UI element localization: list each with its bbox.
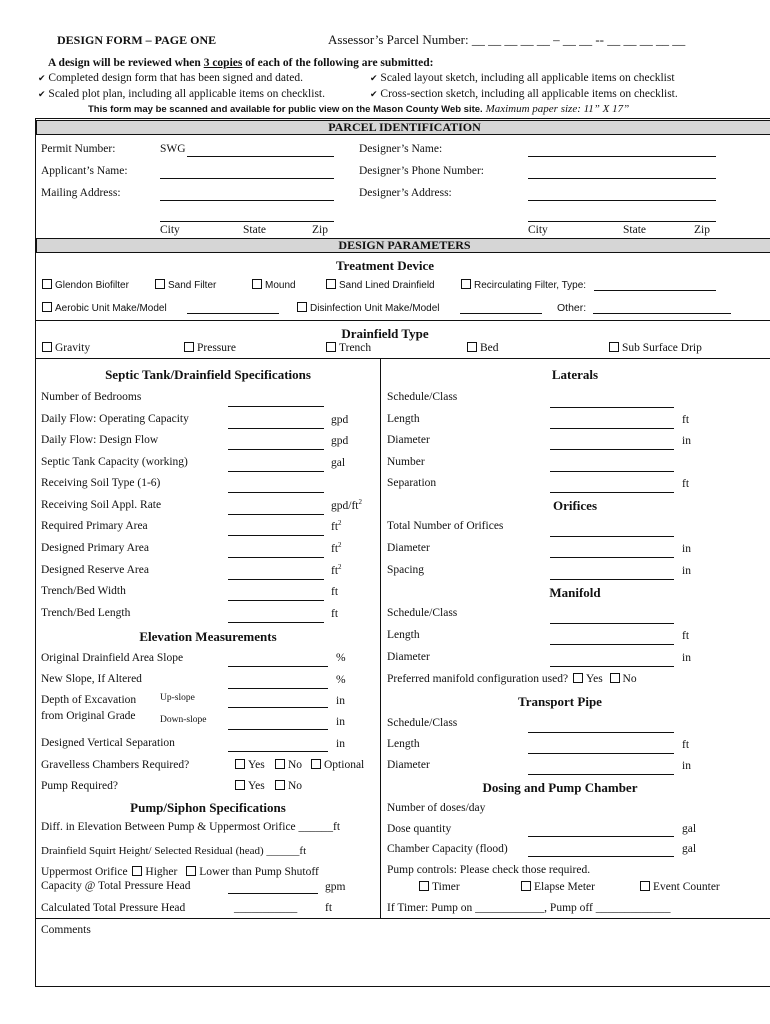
- applicant-name-label: Applicant’s Name:: [41, 165, 128, 177]
- vertical-separation-field[interactable]: [228, 751, 328, 752]
- uppermost-orifice-row: Uppermost Orifice Higher Lower than Pump Shutoff: [41, 866, 319, 878]
- checkbox-icon[interactable]: [461, 279, 471, 289]
- pump-required-no[interactable]: No: [275, 780, 302, 792]
- checkbox-icon[interactable]: [297, 302, 307, 312]
- divider: [36, 358, 770, 359]
- calc-head-unit: ft: [325, 902, 333, 914]
- manifold-diameter-field[interactable]: [550, 666, 674, 667]
- permit-number-label: Permit Number:: [41, 143, 116, 155]
- checkbox-icon[interactable]: [467, 342, 477, 352]
- daily-operating-field[interactable]: [228, 428, 324, 429]
- glendon-biofilter-option[interactable]: Glendon Biofilter: [42, 279, 129, 291]
- laterals-separation-field[interactable]: [550, 492, 674, 493]
- tank-capacity-label: Septic Tank Capacity (working): [41, 456, 188, 468]
- checkbox-icon[interactable]: [235, 780, 245, 790]
- required-primary-field[interactable]: [228, 535, 324, 536]
- transport-schedule-field[interactable]: [528, 732, 674, 733]
- gravelless-optional[interactable]: Optional: [311, 759, 364, 771]
- manifold-title: Manifold: [549, 585, 601, 600]
- soil-type-field[interactable]: [228, 492, 324, 493]
- applicant-zip-label: Zip: [312, 224, 328, 236]
- designer-name-label: Designer’s Name:: [359, 143, 443, 155]
- tank-capacity-unit: gal: [331, 457, 346, 469]
- manifold-diameter-label: Diameter: [387, 651, 430, 663]
- gravity-option[interactable]: Gravity: [42, 342, 90, 354]
- transport-length-field[interactable]: [528, 753, 674, 754]
- mound-option[interactable]: Mound: [252, 279, 296, 291]
- applicant-state-label: State: [243, 224, 266, 236]
- checkbox-icon[interactable]: [326, 279, 336, 289]
- checkbox-icon[interactable]: [155, 279, 165, 289]
- designed-reserve-label: Designed Reserve Area: [41, 564, 149, 576]
- orifices-spacing-unit: in: [682, 565, 691, 577]
- designer-phone-field[interactable]: [528, 178, 716, 179]
- recirculating-type-field[interactable]: [594, 290, 716, 291]
- trench-length-field[interactable]: [228, 622, 324, 623]
- soil-rate-field[interactable]: [228, 514, 324, 515]
- checkbox-icon[interactable]: [42, 302, 52, 312]
- trench-length-unit: ft: [331, 608, 339, 620]
- recirculating-filter-option[interactable]: Recirculating Filter, Type:: [461, 279, 586, 291]
- checkbox-icon[interactable]: [252, 279, 262, 289]
- elapse-meter-option[interactable]: Elapse Meter: [521, 881, 595, 893]
- disinfection-make-model-field[interactable]: [460, 313, 542, 314]
- manifold-diameter-unit: in: [682, 652, 691, 664]
- laterals-number-label: Number: [387, 456, 425, 468]
- laterals-schedule-label: Schedule/Class: [387, 391, 458, 403]
- trench-width-field[interactable]: [228, 600, 324, 601]
- parcel-number-label[interactable]: Assessor’s Parcel Number: __ __ __ __ __ – __ __ -- __ __ __ __ __: [328, 32, 686, 47]
- checkbox-icon[interactable]: [640, 881, 650, 891]
- trench-option[interactable]: Trench: [326, 342, 371, 354]
- orifices-diameter-unit: in: [682, 543, 691, 555]
- mailing-address-label: Mailing Address:: [41, 187, 121, 199]
- daily-operating-label: Daily Flow: Operating Capacity: [41, 413, 189, 425]
- dose-quantity-unit: gal: [682, 823, 697, 835]
- manifold-schedule-field[interactable]: [550, 623, 674, 624]
- requirement-1: ✔ Completed design form that has been signed and dated.: [38, 72, 303, 84]
- gravelless-label: Gravelless Chambers Required?: [41, 759, 190, 771]
- permit-number-field[interactable]: SWG: [160, 143, 186, 155]
- new-slope-field[interactable]: [228, 688, 328, 689]
- checkbox-icon[interactable]: [42, 279, 52, 289]
- manifold-length-label: Length: [387, 629, 420, 641]
- required-primary-label: Required Primary Area: [41, 520, 148, 532]
- total-orifices-field[interactable]: [550, 536, 674, 537]
- checkbox-icon[interactable]: [132, 866, 142, 876]
- capacity-label: Capacity @ Total Pressure Head: [41, 880, 191, 892]
- requirement-4: ✔ Cross-section sketch, including all applicable items on checklist.: [370, 88, 678, 100]
- laterals-diameter-unit: in: [682, 435, 691, 447]
- drainfield-type-title: Drainfield Type: [341, 326, 429, 341]
- pressure-option[interactable]: Pressure: [184, 342, 236, 354]
- original-slope-label: Original Drainfield Area Slope: [41, 652, 184, 664]
- designed-primary-unit: $ft^2$: [331, 541, 342, 555]
- pump-siphon-title: Pump/Siphon Specifications: [130, 800, 286, 815]
- transport-diameter-field[interactable]: [528, 774, 674, 775]
- transport-diameter-label: Diameter: [387, 759, 430, 771]
- checkbox-icon[interactable]: [573, 673, 583, 683]
- pump-controls-label: Pump controls: Please check those required.: [387, 864, 591, 876]
- comments-label: Comments: [41, 924, 91, 936]
- chamber-capacity-field[interactable]: [528, 856, 674, 857]
- soil-rate-unit: gpd/$ft^2$: [331, 498, 362, 512]
- comments-area[interactable]: [37, 940, 767, 982]
- diff-elevation-field[interactable]: Diff. in Elevation Between Pump & Uppermost Orifice ______ft: [41, 821, 341, 833]
- elevation-title: Elevation Measurements: [139, 629, 277, 644]
- tank-capacity-field[interactable]: [228, 471, 324, 472]
- capacity-unit: gpm: [325, 881, 346, 893]
- total-orifices-label: Total Number of Orifices: [387, 520, 504, 532]
- sub-surface-drip-option[interactable]: Sub Surface Drip: [609, 342, 702, 354]
- checkbox-icon[interactable]: [521, 881, 531, 891]
- capacity-field[interactable]: [228, 893, 318, 894]
- mailing-address-field[interactable]: [160, 200, 334, 201]
- laterals-schedule-field[interactable]: [550, 407, 674, 408]
- laterals-diameter-label: Diameter: [387, 434, 430, 446]
- designer-name-field[interactable]: [528, 156, 716, 157]
- transport-pipe-title: Transport Pipe: [518, 694, 602, 709]
- designed-primary-label: Designed Primary Area: [41, 542, 149, 554]
- divider: [36, 320, 770, 321]
- form-title: DESIGN FORM – PAGE ONE: [57, 33, 217, 47]
- laterals-length-label: Length: [387, 413, 420, 425]
- divider: [36, 918, 770, 919]
- orifices-diameter-field[interactable]: [550, 557, 674, 558]
- designer-address-field-2[interactable]: [528, 221, 716, 222]
- dose-quantity-label: Dose quantity: [387, 823, 452, 835]
- checkbox-icon[interactable]: [275, 759, 285, 769]
- transport-diameter-unit: in: [682, 760, 691, 772]
- calc-head-field[interactable]: ___________: [234, 902, 298, 914]
- laterals-length-field[interactable]: [550, 428, 674, 429]
- aerobic-unit-option[interactable]: Aerobic Unit Make/Model: [42, 302, 167, 314]
- checkbox-icon[interactable]: [275, 780, 285, 790]
- pump-required-yes[interactable]: Yes: [235, 780, 265, 792]
- sand-filter-option[interactable]: Sand Filter: [155, 279, 216, 291]
- laterals-separation-label: Separation: [387, 477, 437, 489]
- checkbox-icon[interactable]: [311, 759, 321, 769]
- trench-width-label: Trench/Bed Width: [41, 585, 126, 597]
- check-icon: ✔: [38, 73, 46, 83]
- chamber-capacity-label: Chamber Capacity (flood): [387, 843, 508, 855]
- checkbox-icon[interactable]: [42, 342, 52, 352]
- event-counter-option[interactable]: Event Counter: [640, 881, 720, 893]
- vertical-separation-label: Designed Vertical Separation: [41, 737, 175, 749]
- disinfection-unit-option[interactable]: Disinfection Unit Make/Model: [297, 302, 440, 314]
- trench-length-label: Trench/Bed Length: [41, 607, 131, 619]
- orifices-spacing-field[interactable]: [550, 579, 674, 580]
- treatment-device-title: Treatment Device: [335, 258, 435, 273]
- sand-lined-drainfield-option[interactable]: Sand Lined Drainfield: [326, 279, 435, 291]
- downslope-field[interactable]: [228, 729, 328, 730]
- gravelless-no[interactable]: No: [275, 759, 302, 771]
- laterals-length-unit: ft: [682, 414, 690, 426]
- parcel-identification-band: PARCEL IDENTIFICATION: [36, 120, 770, 135]
- permit-number-line[interactable]: [187, 156, 334, 157]
- required-primary-unit: $ft^2$: [331, 519, 342, 533]
- designed-reserve-field[interactable]: [228, 579, 324, 580]
- soil-type-label: Receiving Soil Type (1-6): [41, 477, 161, 489]
- chamber-capacity-unit: gal: [682, 843, 697, 855]
- daily-operating-unit: gpd: [331, 414, 349, 426]
- daily-design-label: Daily Flow: Design Flow: [41, 434, 159, 446]
- public-note: This form may be scanned and available for public view on the Mason County Web site. Maximum paper size: 11” X 17”: [88, 103, 630, 115]
- other-label: Other:: [557, 302, 587, 314]
- checkbox-icon[interactable]: [609, 342, 619, 352]
- laterals-title: Laterals: [551, 367, 599, 382]
- manifold-length-unit: ft: [682, 630, 690, 642]
- calc-head-label: Calculated Total Pressure Head: [41, 902, 186, 914]
- transport-length-unit: ft: [682, 739, 690, 751]
- designed-primary-field[interactable]: [228, 557, 324, 558]
- design-parameters-band: DESIGN PARAMETERS: [36, 238, 770, 253]
- laterals-separation-unit: ft: [682, 478, 690, 490]
- designer-phone-label: Designer’s Phone Number:: [359, 165, 484, 177]
- timer-option[interactable]: Timer: [419, 881, 460, 893]
- laterals-number-field[interactable]: [550, 471, 674, 472]
- designer-address-field[interactable]: [528, 200, 716, 201]
- trench-width-unit: ft: [331, 586, 339, 598]
- depth-excavation-label: Depth of Excavation: [41, 694, 137, 706]
- timer-settings-field[interactable]: If Timer: Pump on ____________, Pump off _____________: [387, 902, 671, 914]
- checkbox-icon[interactable]: [235, 759, 245, 769]
- check-icon: ✔: [370, 89, 378, 99]
- checkbox-icon[interactable]: [326, 342, 336, 352]
- column-divider: [380, 359, 381, 919]
- new-slope-unit: %: [336, 674, 346, 686]
- doses-label: Number of doses/day: [387, 802, 486, 814]
- transport-length-label: Length: [387, 738, 420, 750]
- bedrooms-label: Number of Bedrooms: [41, 391, 142, 403]
- checkbox-icon[interactable]: [184, 342, 194, 352]
- septic-specs-title: Septic Tank/Drainfield Specifications: [105, 367, 311, 382]
- designed-reserve-unit: $ft^2$: [331, 563, 342, 577]
- vertical-separation-unit: in: [336, 738, 345, 750]
- checkbox-icon[interactable]: [419, 881, 429, 891]
- pump-required-label: Pump Required?: [41, 780, 118, 792]
- daily-design-field[interactable]: [228, 449, 324, 450]
- daily-design-unit: gpd: [331, 435, 349, 447]
- applicant-city-label: City: [160, 224, 180, 236]
- aerobic-make-model-field[interactable]: [187, 313, 279, 314]
- checkbox-icon[interactable]: [610, 673, 620, 683]
- from-original-grade-label: from Original Grade: [41, 710, 136, 722]
- bed-option[interactable]: Bed: [467, 342, 499, 354]
- designer-address-label: Designer’s Address:: [359, 187, 452, 199]
- soil-rate-label: Receiving Soil Appl. Rate: [41, 499, 162, 511]
- requirement-3: ✔ Scaled plot plan, including all applicable items on checklist.: [38, 88, 325, 100]
- other-field[interactable]: [593, 313, 731, 314]
- upslope-label: Up-slope: [160, 693, 195, 703]
- check-icon: ✔: [38, 89, 46, 99]
- original-slope-unit: %: [336, 652, 346, 664]
- designer-zip-label: Zip: [694, 224, 710, 236]
- downslope-label: Down-slope: [160, 715, 207, 725]
- orifices-spacing-label: Spacing: [387, 564, 425, 576]
- original-slope-field[interactable]: [228, 666, 328, 667]
- preferred-manifold-row: Preferred manifold configuration used? Yes No: [387, 673, 637, 685]
- transport-schedule-label: Schedule/Class: [387, 717, 458, 729]
- requirement-2: ✔ Scaled layout sketch, including all applicable items on checklist: [370, 72, 675, 84]
- downslope-unit: in: [336, 716, 345, 728]
- squirt-height-field[interactable]: Drainfield Squirt Height/ Selected Residual (head) ______ft: [41, 845, 307, 857]
- new-slope-label: New Slope, If Altered: [41, 673, 142, 685]
- orifices-title: Orifices: [552, 498, 598, 513]
- designer-state-label: State: [623, 224, 646, 236]
- check-icon: ✔: [370, 73, 378, 83]
- upslope-field[interactable]: [228, 707, 328, 708]
- orifices-diameter-label: Diameter: [387, 542, 430, 554]
- manifold-schedule-label: Schedule/Class: [387, 607, 458, 619]
- manifold-length-field[interactable]: [550, 644, 674, 645]
- upslope-unit: in: [336, 695, 345, 707]
- dosing-title: Dosing and Pump Chamber: [482, 780, 638, 795]
- mailing-address-field-2[interactable]: [160, 221, 334, 222]
- bedrooms-field[interactable]: [228, 406, 324, 407]
- laterals-diameter-field[interactable]: [550, 449, 674, 450]
- gravelless-yes[interactable]: Yes: [235, 759, 265, 771]
- checkbox-icon[interactable]: [186, 866, 196, 876]
- review-statement: A design will be reviewed when 3 copies of each of the following are submitted:: [48, 57, 434, 69]
- applicant-name-field[interactable]: [160, 178, 334, 179]
- dose-quantity-field[interactable]: [528, 836, 674, 837]
- designer-city-label: City: [528, 224, 548, 236]
